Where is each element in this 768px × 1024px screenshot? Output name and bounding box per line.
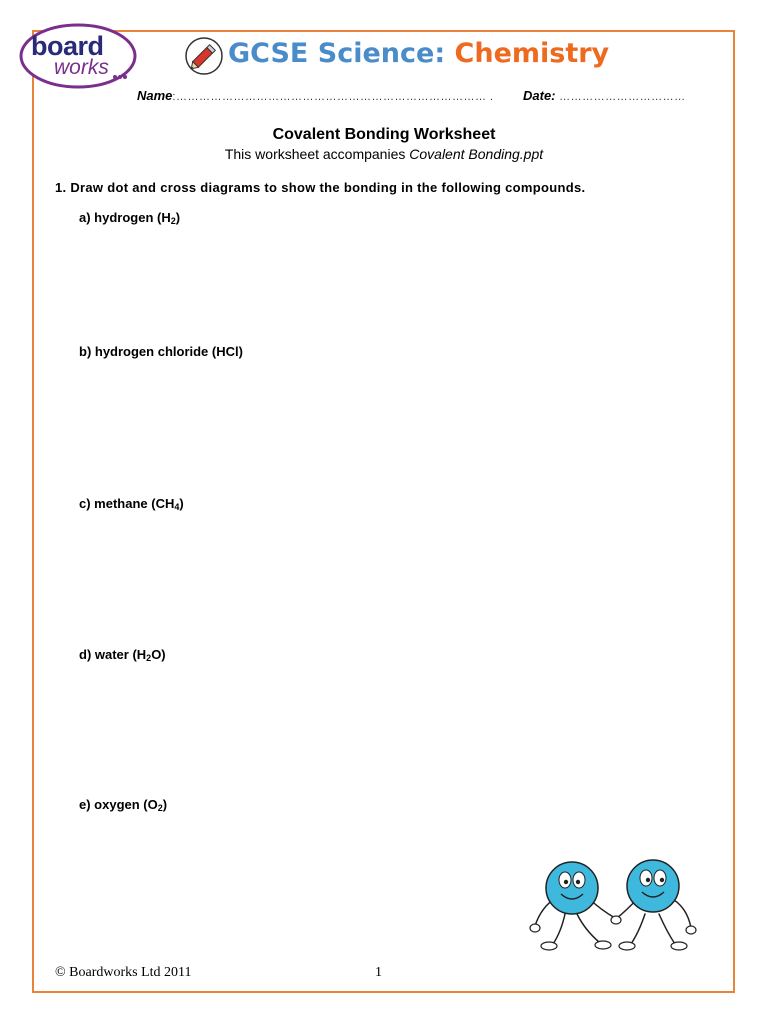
name-dots: :……………………………………………………………………… . [172,91,494,103]
part-c: c) methane $(CH_4)$ [79,496,184,512]
header-science: GCSE Science: [228,38,455,69]
subtitle-filename: Covalent Bonding.ppt [409,146,544,162]
part-d: d) water $(H_2O)$ [79,647,166,663]
header-chemistry: Chemistry [454,38,610,69]
boardworks-logo [18,22,138,90]
name-label: Name [137,88,173,103]
part-e: e) oxygen $(O_2)$ [79,797,168,813]
subtitle-prefix: This worksheet accompanies [224,146,410,162]
part-b: b) hydrogen chloride (HCl) [79,344,243,359]
pencil-icon [184,36,224,76]
date-dots: …………………………… [555,91,686,103]
footer-page-number: 1 [375,965,382,980]
atom-characters-illustration [527,852,723,952]
worksheet-title: Covalent Bonding Worksheet [272,126,496,143]
footer-copyright: © Boardworks Ltd 2011 [55,965,192,980]
part-a: a) hydrogen $(H_2)$ [79,210,181,226]
header-title [228,38,609,69]
name-field[interactable] [137,88,494,103]
question-1: 1. Draw dot and cross diagrams to show the bonding in the following compounds. [55,180,586,195]
logo-word-works: works [54,56,109,79]
logo-word-board: board [31,31,104,61]
date-label: Date: [523,88,556,103]
date-field[interactable] [523,88,686,103]
worksheet-subtitle [0,146,768,162]
